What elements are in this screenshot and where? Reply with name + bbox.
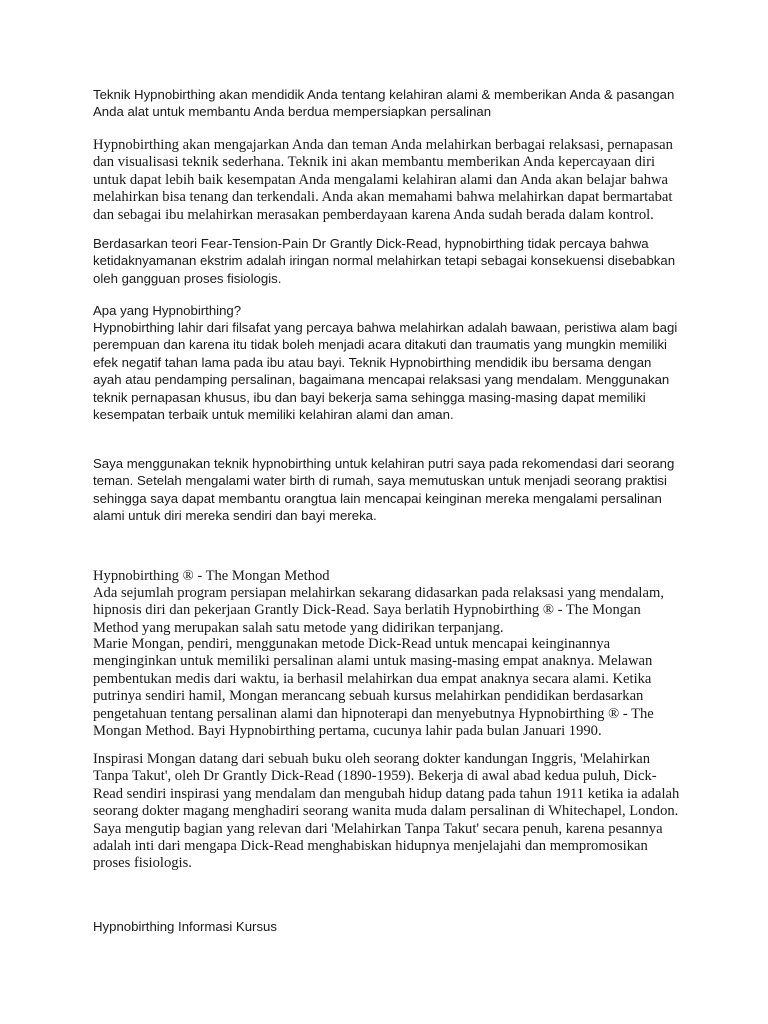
- inspiration-paragraph: Inspirasi Mongan datang dari sebuah buku oleh seorang dokter kandungan Inggris, 'Melahirkan Tanpa Takut', oleh Dr Grantly Dick-Read (1890-1959). Bekerja di awal abad kedua puluh, Dick-Read sendiri inspirasi yang mendalam dan mengubah hidup datang pada tahun 1911 ketika ia adalah seorang dokter magang menghadiri seorang wanita muda dalam persalinan di Whitechapel, London. Saya mengutip bagian yang relevan dari 'Melahirkan Tanpa Takut' secara penuh, karena pesannya adalah inti dari mengapa Dick-Read menghabiskan hidupnya menjelajahi dan mempromosikan proses fisiologis.: [93, 751, 680, 872]
- marie-mongan-paragraph: Marie Mongan, pendiri, menggunakan metode Dick-Read untuk mencapai keinginannya menginginkan untuk memiliki persalinan alami untuk masing-masing empat anaknya. Melawan pembentukan medis dari waktu, ia berhasil melahirkan dua empat anaknya secara alami. Ketika putrinya sendiri hamil, Mongan merancang sebuah kursus melahirkan pendidikan berdasarkan pengetahuan tentang persalinan alami dan hipnoterapi dan menyebutnya Hypnobirthing ® - The Mongan Method. Bayi Hypnobirthing pertama, cucunya lahir pada bulan Januari 1990.: [93, 636, 654, 740]
- fear-tension-pain-paragraph: Berdasarkan teori Fear-Tension-Pain Dr Grantly Dick-Read, hypnobirthing tidak percaya bahwa ketidaknyamanan ekstrim adalah iringan normal melahirkan tetapi sebagai konsekuensi disebabkan oleh gangguan proses fisiologis.: [93, 236, 676, 286]
- intro-paragraph: Teknik Hypnobirthing akan mendidik Anda tentang kelahiran alami & memberikan Anda & pasangan Anda alat untuk membantu Anda berdua mempersiapkan persalinan: [93, 87, 675, 120]
- hypnobirthing-teaching-paragraph: Hypnobirthing akan mengajarkan Anda dan teman Anda melahirkan berbagai relaksasi, pernapasan dan visualisasi teknik sederhana. Teknik ini akan membantu memberikan Anda kepercayaan diri untuk dapat lebih baik kesempatan Anda mengalami kelahiran alami dan Anda akan belajar bahwa melahirkan bisa tenang dan terkendali. Anda akan memahami bahwa melahirkan dapat bermartabat dan sebagai ibu melahirkan merasakan pemberdayaan karena Anda sudah berada dalam kontrol.: [93, 137, 673, 223]
- what-is-hypnobirthing-heading: Apa yang Hypnobirthing?: [93, 303, 242, 318]
- personal-experience-paragraph: Saya menggunakan teknik hypnobirthing untuk kelahiran putri saya pada rekomendasi dari seorang teman. Setelah mengalami water birth di rumah, saya memutuskan untuk menjadi seorang praktisi sehingga saya dapat membantu orangtua lain mencapai keinginan mereka mengalami persalinan alami untuk diri mereka sendiri dan bayi mereka.: [93, 456, 675, 524]
- programs-paragraph: Ada sejumlah program persiapan melahirkan sekarang didasarkan pada relaksasi yang mendalam, hipnosis diri dan pekerjaan Grantly Dick-Read. Saya berlatih Hypnobirthing ® - The Mongan Method yang merupakan salah satu metode yang didirikan terpanjang.: [93, 585, 664, 636]
- mongan-method-heading: Hypnobirthing ® - The Mongan Method: [93, 568, 330, 584]
- philosophy-paragraph: Hypnobirthing lahir dari filsafat yang percaya bahwa melahirkan adalah bawaan, peristiwa alam bagi perempuan dan karena itu tidak boleh menjadi acara ditakuti dan traumatis yang mungkin memiliki efek negatif tahan lama pada ibu atau bayi. Teknik Hypnobirthing mendidik ibu bersama dengan ayah atau pendamping persalinan, bagaimana mencapai relaksasi yang mendalam. Menggunakan teknik pernapasan khusus, ibu dan bayi bekerja sama sehingga masing-masing dapat memiliki kesempatan terbaik untuk memiliki kelahiran alami dan aman.: [93, 320, 678, 423]
- course-information-heading: Hypnobirthing Informasi Kursus: [93, 919, 277, 934]
